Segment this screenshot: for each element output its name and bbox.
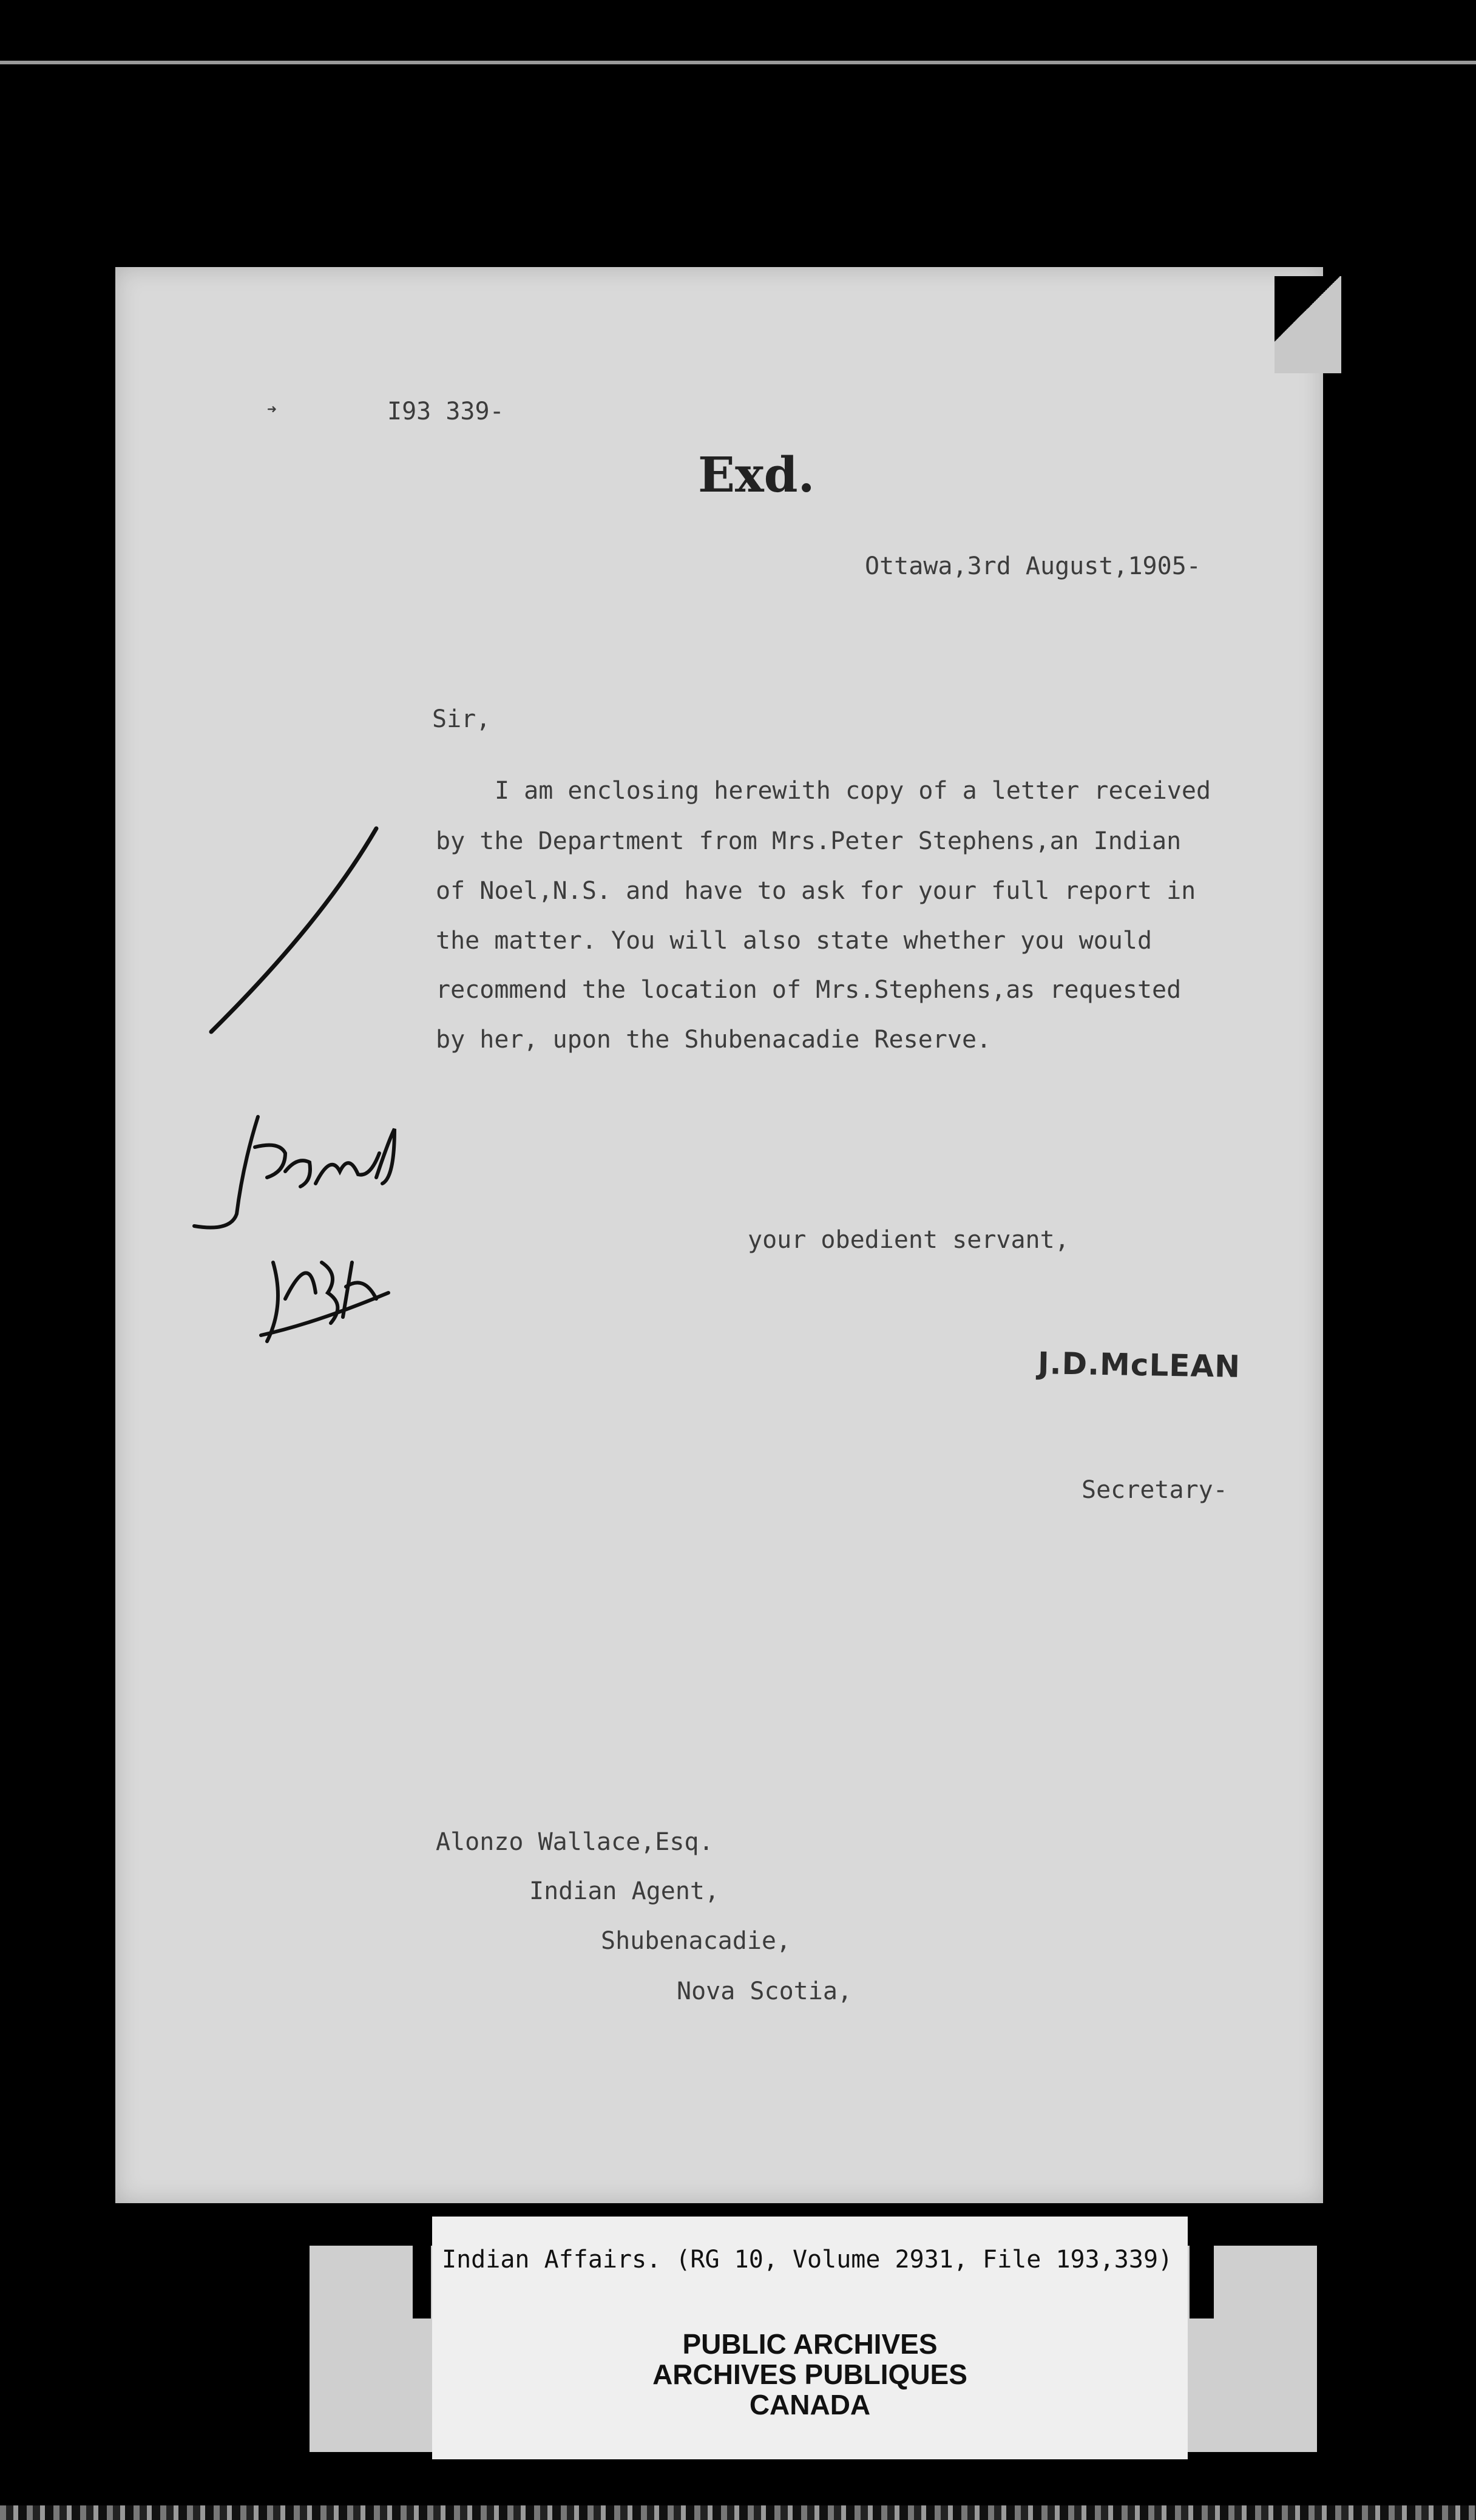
exd-stamp: Exd. (698, 446, 815, 503)
address-line-4: Nova Scotia, (677, 1977, 852, 2005)
archive-name-fr: ARCHIVES PUBLIQUES (652, 2359, 967, 2390)
archive-reference: Indian Affairs. (RG 10, Volume 2931, File 193,339) (442, 2246, 1173, 2274)
signatory-title: Secretary- (1082, 1476, 1228, 1504)
handwritten-slash (211, 828, 376, 1032)
address-line-3: Shubenacadie, (601, 1927, 791, 1955)
address-line-2: Indian Agent, (529, 1877, 720, 1905)
body-line-6: by her, upon the Shubenacadie Reserve. (436, 1026, 992, 1054)
handwritten-note-fomd (194, 1117, 394, 1341)
label-tab-right (1190, 2215, 1214, 2318)
handwritten-note-text (0, 0, 1, 1)
body-line-5: recommend the location of Mrs.Stephens,as requested (436, 976, 1182, 1004)
label-tab-left (413, 2215, 431, 2318)
body-line-2: by the Department from Mrs.Peter Stephens,an Indian (436, 827, 1182, 855)
file-reference: I93 339- (387, 398, 504, 425)
salutation: Sir, (432, 705, 491, 733)
place-date: Ottawa,3rd August,1905- (865, 552, 1201, 580)
body-line-3: of Noel,N.S. and have to ask for your full report in (436, 877, 1196, 905)
arrow-mark-icon: ➜ (267, 401, 277, 419)
body-line-1: I am enclosing herewith copy of a letter received (495, 777, 1211, 805)
signature-stamp: J.D.McLEAN (1037, 1346, 1241, 1384)
address-line-1: Alonzo Wallace,Esq. (436, 1828, 714, 1856)
archive-country: CANADA (749, 2389, 871, 2420)
film-edge-noise (0, 2505, 1476, 2520)
closing: your obedient servant, (748, 1226, 1069, 1254)
body-line-4: the matter. You will also state whether you would (436, 927, 1153, 955)
archive-name-en: PUBLIC ARCHIVES (682, 2328, 938, 2360)
